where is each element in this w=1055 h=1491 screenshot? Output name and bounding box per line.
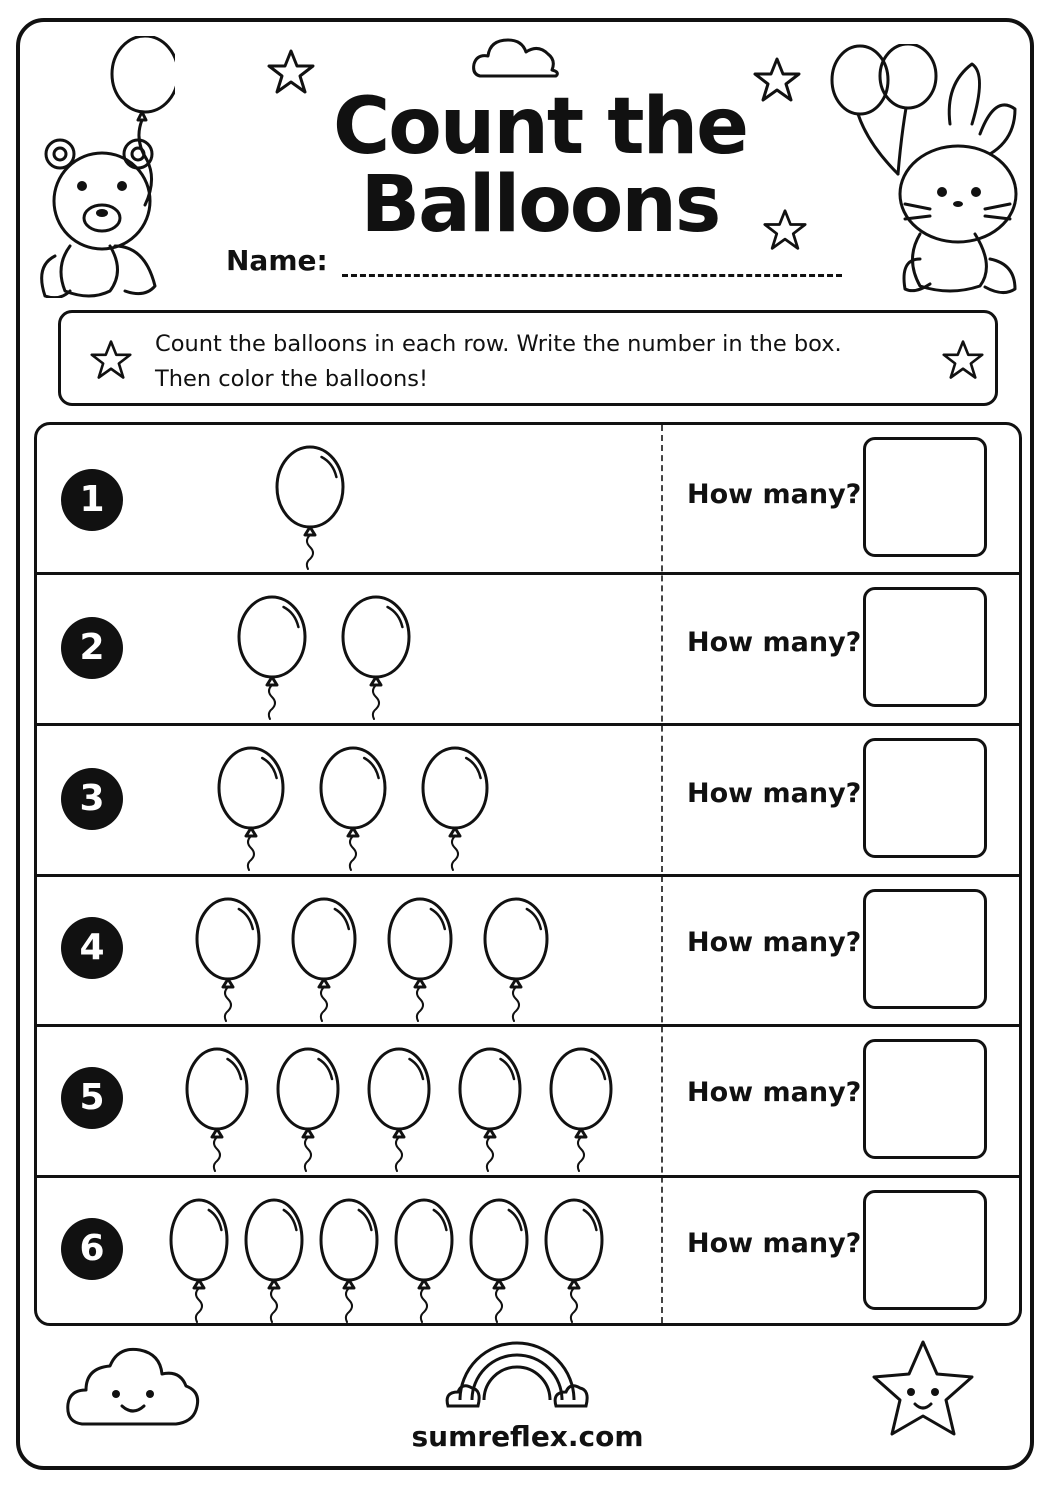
name-field[interactable] xyxy=(226,244,842,277)
balloon-icon[interactable] xyxy=(239,597,305,719)
footer-website: sumreflex.com xyxy=(411,1420,644,1453)
balloon-icon[interactable] xyxy=(460,1049,520,1171)
how-many-label: How many? xyxy=(687,927,862,958)
balloon-icon[interactable] xyxy=(389,899,451,1021)
balloon-icon[interactable] xyxy=(187,1049,247,1171)
smiling-cloud-icon xyxy=(64,1344,202,1430)
row-number-badge: 3 xyxy=(61,768,123,830)
row-number-badge: 5 xyxy=(61,1067,123,1129)
balloon-group xyxy=(37,575,657,725)
how-many-label: How many? xyxy=(687,627,862,658)
answer-box[interactable] xyxy=(863,889,987,1009)
balloon-group xyxy=(37,1178,657,1326)
balloon-icon[interactable] xyxy=(293,899,355,1021)
table-row xyxy=(37,572,1019,722)
counting-table xyxy=(34,422,1022,1326)
cloud-icon xyxy=(470,36,562,82)
answer-box[interactable] xyxy=(863,738,987,858)
balloon-icon[interactable] xyxy=(321,748,385,870)
rainbow-icon xyxy=(442,1338,592,1410)
balloon-group xyxy=(37,1027,657,1177)
balloon-icon[interactable] xyxy=(485,899,547,1021)
balloon-icon[interactable] xyxy=(343,597,409,719)
instruction-line: Then color the balloons! xyxy=(155,366,428,392)
instruction-line: Count the balloons in each row. Write the number in the box. xyxy=(155,331,842,357)
how-many-label: How many? xyxy=(687,778,862,809)
balloon-icon[interactable] xyxy=(278,1049,338,1171)
row-number-badge: 2 xyxy=(61,617,123,679)
balloon-icon[interactable] xyxy=(321,1200,377,1322)
table-row xyxy=(37,1024,1019,1174)
balloon-icon[interactable] xyxy=(423,748,487,870)
balloon-icon[interactable] xyxy=(551,1049,611,1171)
balloon-icon[interactable] xyxy=(197,899,259,1021)
star-icon xyxy=(89,339,133,381)
balloon-icon[interactable] xyxy=(246,1200,302,1322)
row-number-badge: 6 xyxy=(61,1218,123,1280)
row-number-badge: 4 xyxy=(61,917,123,979)
table-row xyxy=(37,1175,1019,1325)
table-row xyxy=(37,425,1019,575)
balloon-icon[interactable] xyxy=(219,748,283,870)
page-title: Count the Balloons xyxy=(332,82,748,250)
balloon-icon[interactable] xyxy=(277,447,343,569)
how-many-label: How many? xyxy=(687,1077,862,1108)
balloon-group xyxy=(37,726,657,876)
table-row xyxy=(37,723,1019,873)
answer-box[interactable] xyxy=(863,437,987,557)
how-many-label: How many? xyxy=(687,1228,862,1259)
name-blank-line[interactable] xyxy=(342,272,842,277)
instructions-box xyxy=(58,310,998,406)
row-number-badge: 1 xyxy=(61,469,123,531)
answer-box[interactable] xyxy=(863,1039,987,1159)
answer-box[interactable] xyxy=(863,587,987,707)
table-row xyxy=(37,874,1019,1024)
balloon-icon[interactable] xyxy=(546,1200,602,1322)
answer-box[interactable] xyxy=(863,1190,987,1310)
balloon-icon[interactable] xyxy=(471,1200,527,1322)
name-label: Name: xyxy=(226,244,328,277)
how-many-label: How many? xyxy=(687,479,862,510)
balloon-icon[interactable] xyxy=(171,1200,227,1322)
star-icon xyxy=(941,339,985,381)
balloon-icon[interactable] xyxy=(396,1200,452,1322)
balloon-group xyxy=(37,877,657,1027)
balloon-group xyxy=(37,425,657,575)
balloon-icon[interactable] xyxy=(369,1049,429,1171)
